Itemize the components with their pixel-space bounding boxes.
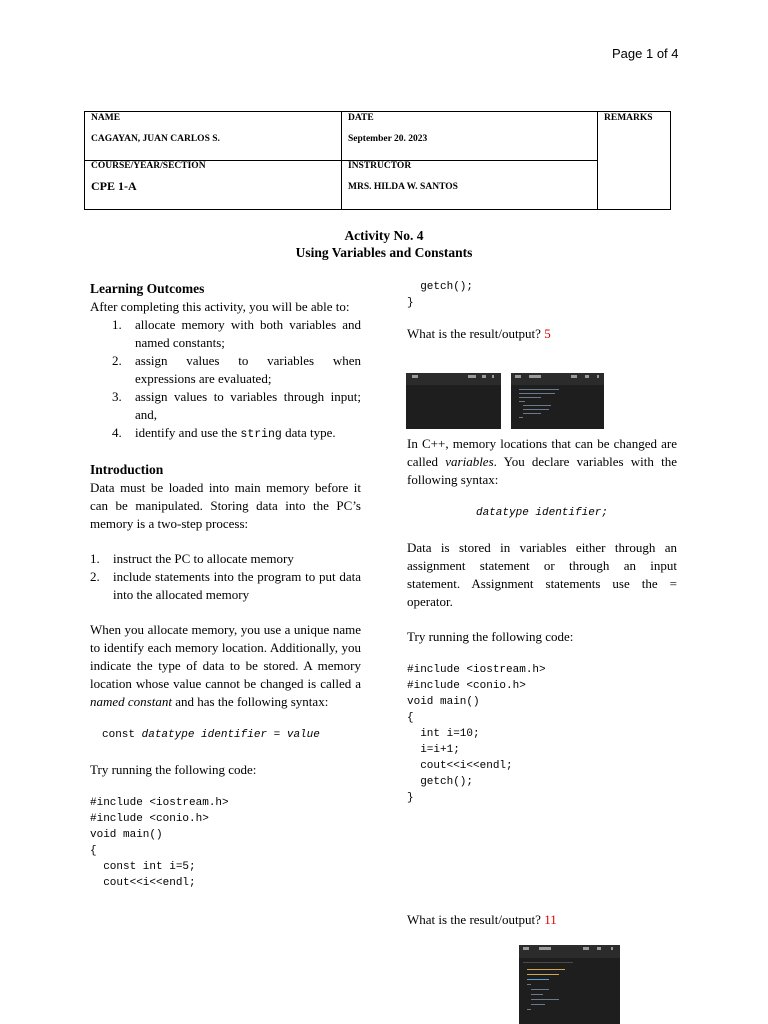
course-value: CPE 1-A [91, 179, 137, 193]
learning-outcomes-heading: Learning Outcomes [90, 281, 205, 296]
named-constant-paragraph: When you allocate memory, you use a unique name to identify each memory location. Additionally, you indicate the type of data to be stored. A memory location whose value cannot be changed is called a named constant and has the following syntax: [90, 622, 361, 709]
list-item: 1. instruct the PC to allocate memory [90, 551, 294, 566]
instructor-cell [342, 161, 598, 210]
list-item: 3. assign values to variables through input; and, [112, 389, 361, 422]
list-item: 4. identify and use the string data type. [112, 425, 336, 441]
name-value: CAGAYAN, JUAN CARLOS S. [91, 134, 220, 144]
course-label: COURSE/YEAR/SECTION [91, 161, 206, 171]
date-cell [342, 112, 598, 161]
code-screenshot-1 [511, 373, 604, 429]
variable-syntax: datatype identifier; [475, 507, 609, 519]
result-1-value: 5 [544, 326, 551, 341]
code-block-1-continued: getch(); } [407, 281, 474, 309]
introduction-heading: Introduction [90, 462, 164, 477]
right-column-lower [407, 435, 677, 806]
remarks-label: REMARKS [604, 113, 653, 123]
try-running-text: Try running the following code: [90, 762, 257, 777]
code-block-1: #include <iostream.h> #include <conio.h> void main() { const int i=5; cout<<i<<endl; [90, 797, 229, 889]
result-2-value: 11 [544, 912, 557, 927]
instructor-value: MRS. HILDA W. SANTOS [348, 182, 458, 192]
right-column [407, 279, 677, 343]
left-column [90, 280, 361, 891]
result-2: What is the result/output? 11 [407, 912, 557, 927]
activity-title: Using Variables and Constants [295, 245, 473, 260]
assignment-paragraph: Data is stored in variables either through an assignment statement or through an input statement. Assignment statements use the = operator. [407, 540, 677, 609]
code-block-2: #include <iostream.h> #include <conio.h> void main() { int i=10; i=i+1; cout<<i<<endl; getch(); } [407, 664, 546, 804]
remarks-cell [598, 112, 671, 210]
course-cell [85, 161, 342, 210]
inline-code: string [240, 428, 282, 441]
steps-list [90, 550, 361, 604]
date-label: DATE [348, 113, 374, 123]
output-screenshot-1 [406, 373, 501, 429]
learning-outcomes-list [90, 316, 361, 444]
variables-paragraph: In C++, memory locations that can be changed are called variables. You declare variables with the following syntax: [407, 436, 677, 487]
list-item: 2. include statements into the program to put data into the allocated memory [90, 569, 361, 602]
date-value: September 20. 2023 [348, 134, 428, 144]
list-item: 2. assign values to variables when expressions are evaluated; [112, 353, 361, 386]
code-screenshot-2 [519, 945, 620, 1024]
instructor-label: INSTRUCTOR [348, 161, 412, 171]
page-number: Page 1 of 4 [612, 46, 679, 61]
try-running-text-2: Try running the following code: [407, 629, 574, 644]
name-label: NAME [91, 113, 121, 123]
const-syntax: const datatype identifier = value [102, 729, 320, 741]
student-info-table [84, 111, 671, 210]
result-1: What is the result/output? 5 [407, 326, 551, 341]
list-item: 1. allocate memory with both variables and named constants; [112, 317, 361, 350]
learning-outcomes-intro: After completing this activity, you will be able to: [90, 299, 350, 314]
activity-number: Activity No. 4 [344, 228, 424, 243]
name-cell [85, 112, 342, 161]
introduction-paragraph: Data must be loaded into main memory before it can be manipulated. Storing data into the PC’s memory is a two-step process: [90, 480, 361, 531]
